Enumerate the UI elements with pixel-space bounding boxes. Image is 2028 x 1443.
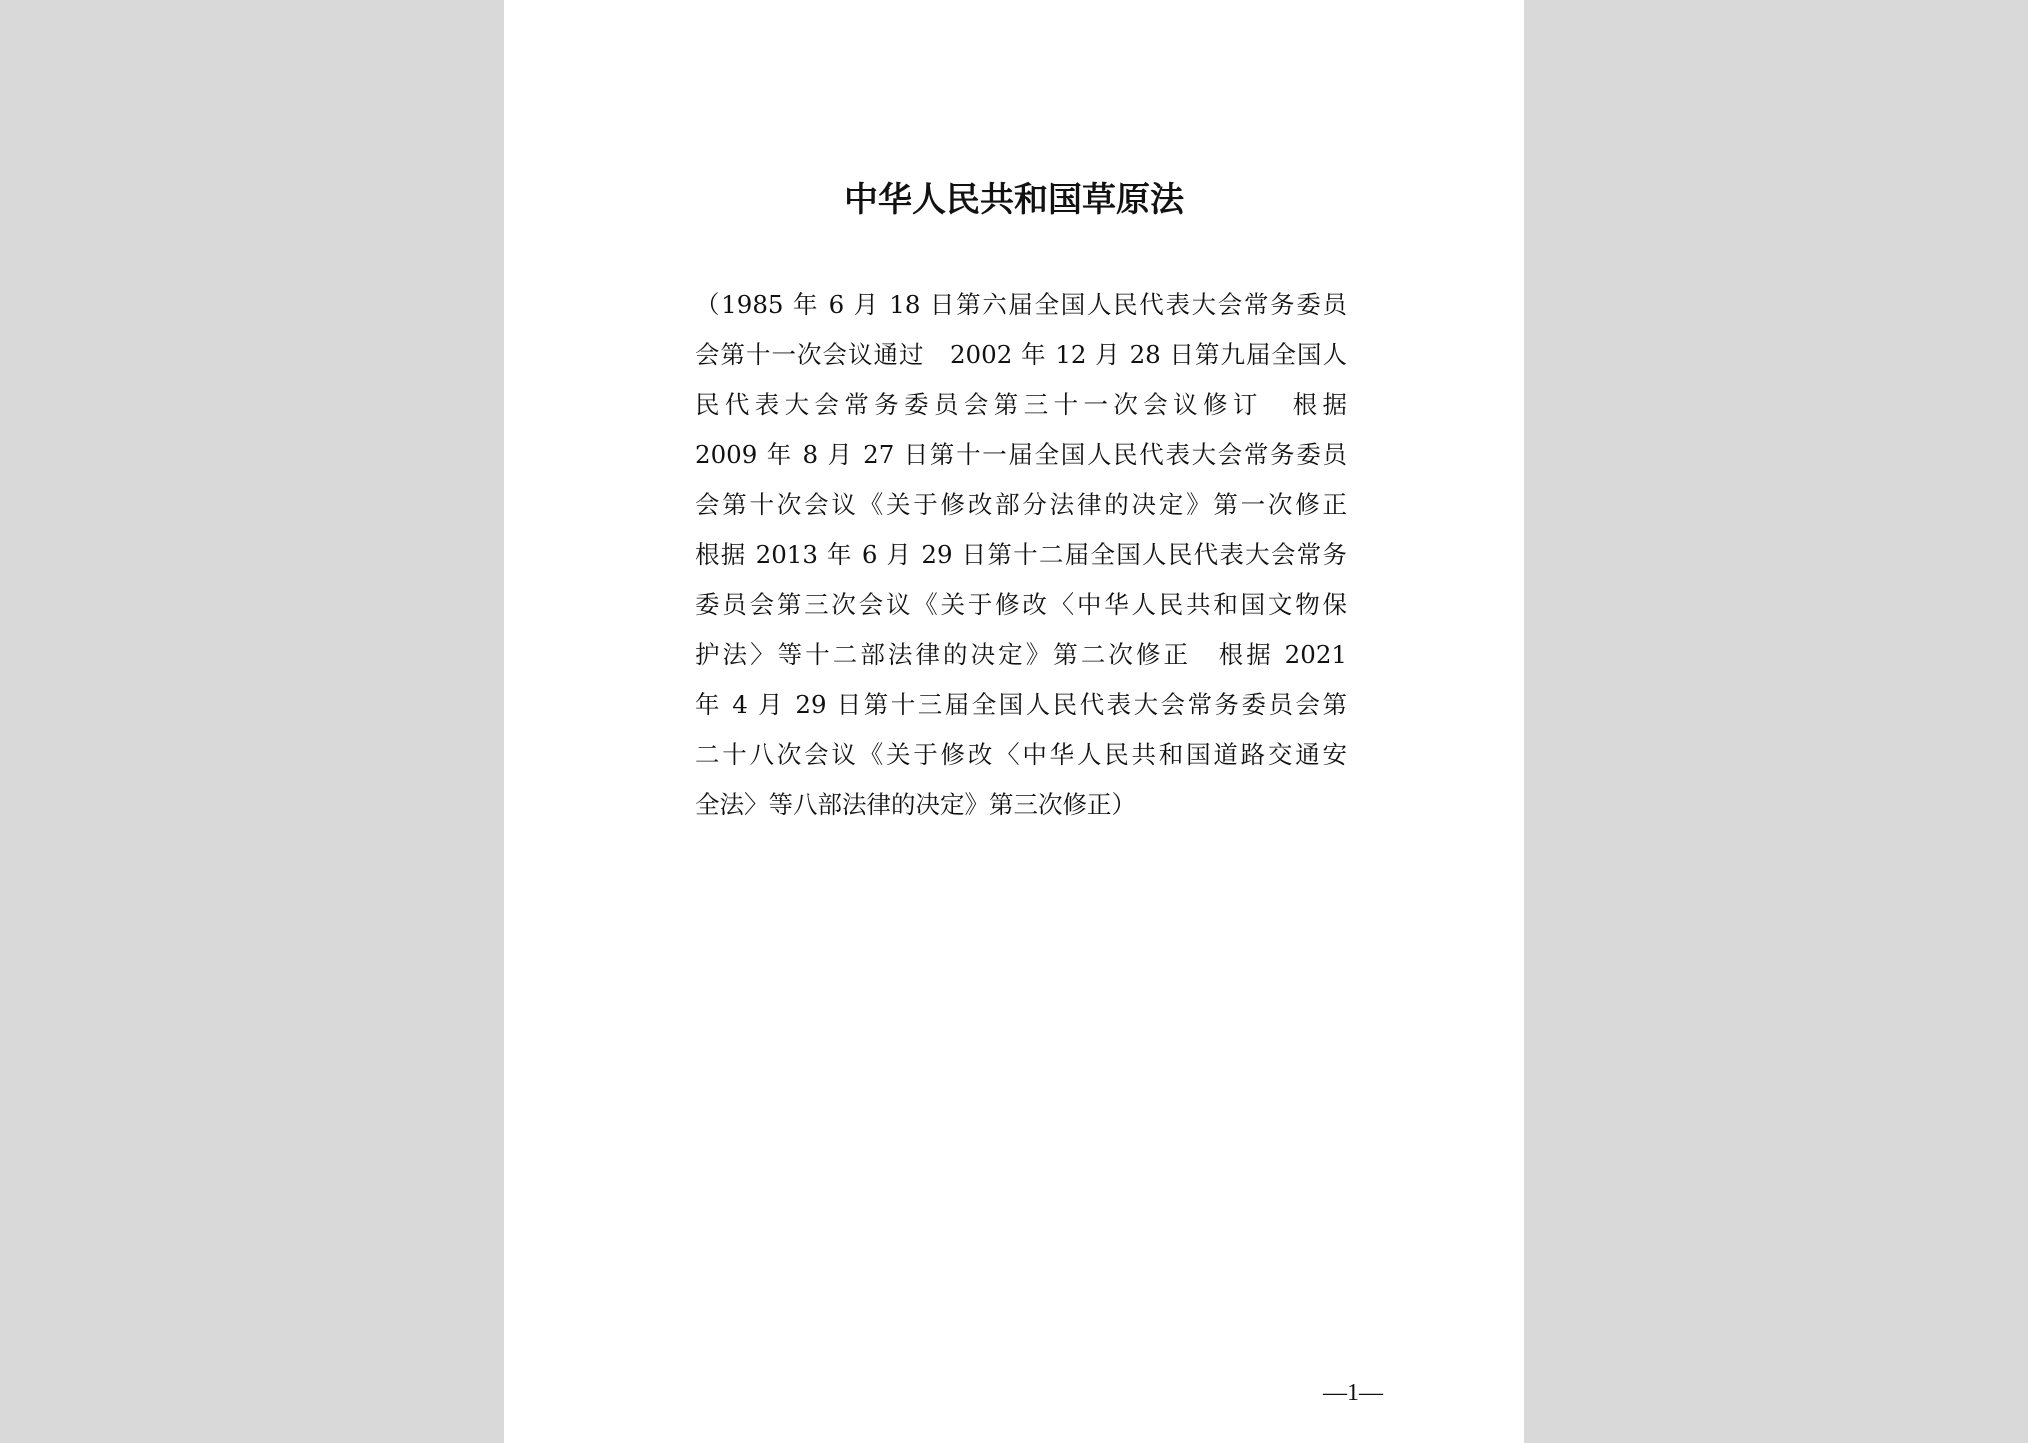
preamble-line: 民代表大会常务委员会第三十一次会议修订 根据 (695, 390, 1347, 419)
preamble-line: 护法〉等十二部法律的决定》第二次修正 根据 2021 (695, 640, 1347, 669)
document-title: 中华人民共和国草原法 (844, 180, 1184, 220)
preamble-line: 会第十一次会议通过 2002 年 12 月 28 日第九届全国人 (695, 340, 1347, 369)
preamble-line: 全法〉等八部法律的决定》第三次修正） (695, 790, 1136, 819)
preamble-line: 二十八次会议《关于修改〈中华人民共和国道路交通安 (695, 740, 1347, 769)
preamble-line: （1985 年 6 月 18 日第六届全国人民代表大会常务委员 (695, 290, 1347, 319)
preamble-line: 根据 2013 年 6 月 29 日第十二届全国人民代表大会常务 (695, 540, 1347, 569)
page-number: —1— (1323, 1380, 1383, 1406)
preamble-line: 委员会第三次会议《关于修改〈中华人民共和国文物保 (695, 590, 1347, 619)
document-page (504, 0, 1524, 1443)
preamble-line: 年 4 月 29 日第十三届全国人民代表大会常务委员会第 (695, 690, 1347, 719)
preamble-line: 会第十次会议《关于修改部分法律的决定》第一次修正 (695, 490, 1347, 519)
preamble-text (695, 280, 1347, 830)
preamble-line: 2009 年 8 月 27 日第十一届全国人民代表大会常务委员 (695, 440, 1347, 469)
